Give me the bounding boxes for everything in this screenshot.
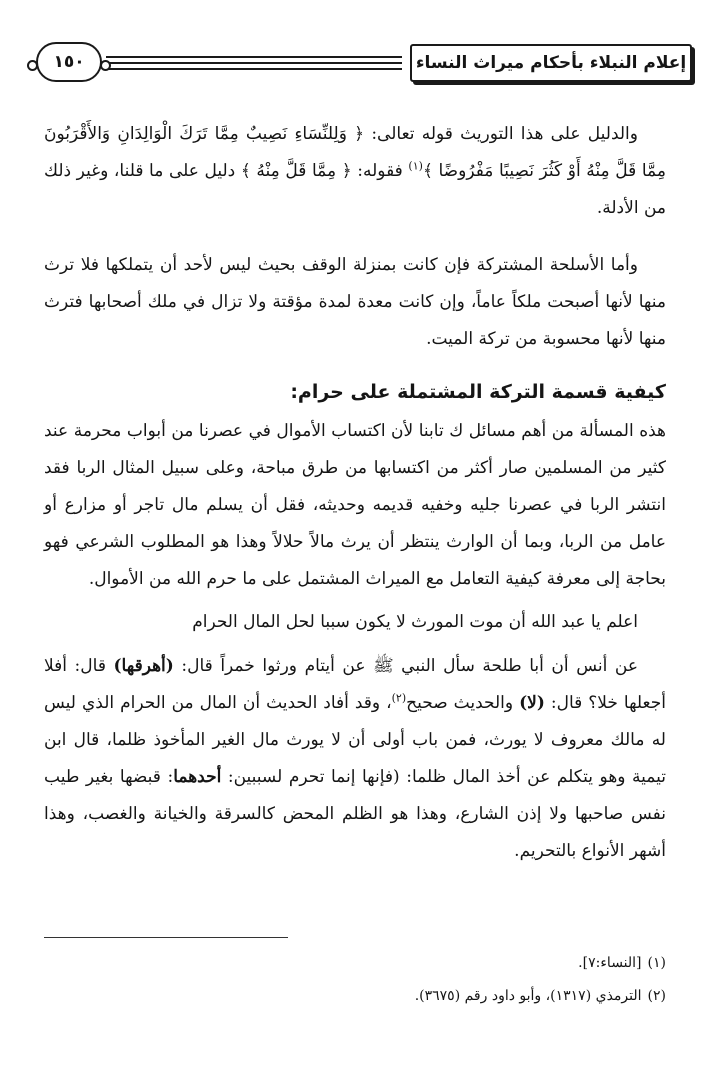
paragraph-principle: اعلم يا عبد الله أن موت المورث لا يكون سببا لحل المال الحرام <box>192 612 638 632</box>
footnote <box>44 952 666 974</box>
book-title: إعلام النبلاء بأحكام ميراث النساء <box>410 44 692 82</box>
footnote-text: [النساء:٧]. <box>578 955 642 971</box>
footnote-text: الترمذي (١٣١٧)، وأبو داود رقم (٣٦٧٥). <box>414 988 642 1004</box>
header-rule <box>106 56 402 58</box>
paragraph-text: فقوله: <box>351 161 409 181</box>
paragraph-text: عن أنس أن أبا طلحة سأل النبي ﷺ عن أيتام ورثوا خمراً قال: <box>173 656 638 676</box>
header-rule <box>106 62 402 64</box>
page-number: ١٥٠ <box>36 42 102 82</box>
paragraph-shared-weapons: وأما الأسلحة المشتركة فإن كانت بمنزلة الوقف بحيث ليس لأحد أن يتملكها فلا ترث منها لأنها أصبحت ملكاً عاماً، وإن كانت معدة لمدة مؤقتة ولا تزال في ملك أصحابها فترث منها لأنها محسوبة من تركة الميت. <box>44 255 666 349</box>
emphasis: أحدهما <box>173 767 222 787</box>
footnote-number: (٢) <box>647 988 666 1004</box>
quran-verse: ﴿ وَلِلنِّسَاءِ نَصِيبٌ مِمَّا تَرَكَ الْوَالِدَانِ وَالأَقْرَبُونَ مِمَّا قَلَّ مِنْهُ أَوْ كَثُرَ نَصِيبًا مَفْرُوضًا ﴾ <box>44 124 666 181</box>
quran-verse-excerpt: ﴿ مِمَّا قَلَّ مِنْهُ ﴾ <box>240 161 352 181</box>
paragraph-haram-estate: هذه المسألة من أهم مسائل ك تابنا لأن اكتساب الأموال في عصرنا من أبواب محرمة عند كثير من المسلمين صار أكثر من اكتسابها من طرق مباحة، وعلى سبيل المثال الربا فقد انتشر الربا في عصرنا جليه وخفيه قديمه وحديثه، فقل أن يسلم مال تاجر أو مزارع أو عامل من الربا، وبما أن الوارث ينتظر أن يرث مالاً حلالاً وهذا هو المطلوب الشرعي فهو بحاجة إلى معرفة كيفية التعامل مع الميراث المشتمل على ما حرم الله من الأموال. <box>44 421 666 589</box>
footnote-number: (١) <box>647 955 666 971</box>
footnote <box>44 985 666 1007</box>
header-rule <box>106 68 402 70</box>
hadith-quote: (أهرقها) <box>113 656 174 676</box>
section-heading: كيفية قسمة التركة المشتملة على حرام: <box>290 381 666 403</box>
paragraph-text: والدليل على هذا التوريث قوله تعالى: <box>364 124 638 144</box>
footnote-ref: (١) <box>408 159 423 173</box>
paragraph-text: دليل على ما قلنا، وغير ذلك من الأدلة. <box>44 161 666 218</box>
hadith-quote: (لا) <box>519 693 545 713</box>
footnote-separator <box>44 937 288 938</box>
paragraph-evidence <box>44 116 666 227</box>
paragraph-text: قال: أفلا أجعلها خلا؟ قال: <box>44 656 666 713</box>
paragraph-hadith <box>44 648 666 870</box>
paragraph-text: : قبضها بغير طيب نفس صاحبها ولا إذن الشارع، وهذا هو الظلم المحض كالسرقة والخيانة والغصب، وهذا أشهر الأنواع بالتحريم. <box>44 767 666 861</box>
running-header <box>20 38 692 92</box>
paragraph-text: ، وقد أفاد الحديث أن المال من الحرام الذي ليس له مالك معروف لا يورث، فمن باب أولى أن لا يورث مال الغير المأخوذ ظلما، قال ابن تيمية وهو يتكلم عن أخذ المال ظلما: (فإنها إنما تحرم لسببين: <box>44 693 666 787</box>
paragraph-text: والحديث صحيح <box>406 693 520 713</box>
footnote-ref: (٢) <box>391 691 407 705</box>
